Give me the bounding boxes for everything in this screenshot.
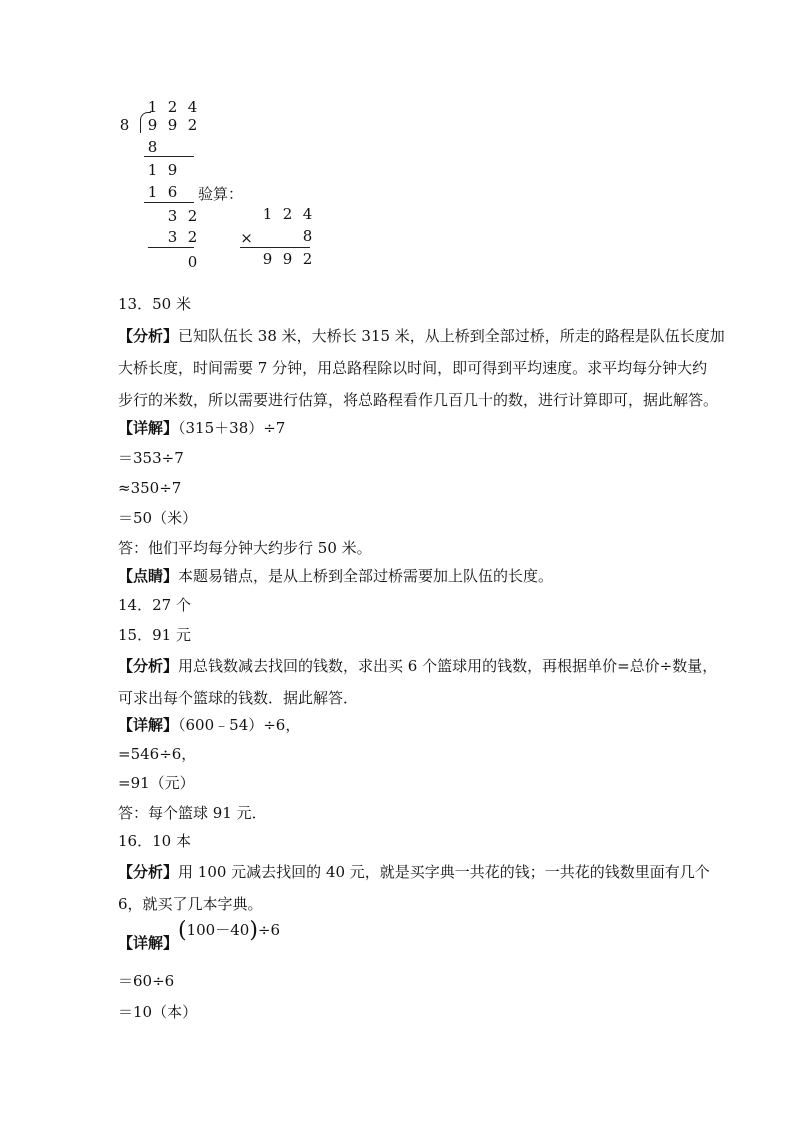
check-multiplier: 8 — [302, 227, 313, 245]
check-top-digit: 2 — [282, 205, 293, 223]
analysis-text: 用总钱数减去找回的钱数，求出买 6 个篮球用的钱数，再根据单价=总价÷数量， — [178, 657, 718, 675]
q13-detail-line: ＝353÷7 — [118, 449, 184, 467]
detail-tag: 【详解】 — [118, 934, 179, 952]
q15-detail-line: =546÷6， — [118, 745, 197, 763]
division-step-digit: 3 — [167, 207, 178, 225]
division-line — [144, 156, 194, 157]
q15-detail-line: =91（元） — [118, 774, 195, 792]
division-step-digit: 9 — [167, 161, 178, 179]
detail-text: （315＋38）÷7 — [178, 419, 286, 437]
check-result-digit: 9 — [262, 250, 273, 268]
divisor: 8 — [119, 116, 130, 134]
q13-detail-line: ≈350÷7 — [118, 479, 182, 497]
division-step-digit: 8 — [147, 138, 158, 156]
quotient-digit: 4 — [187, 98, 198, 116]
q16-detail-formula — [178, 918, 280, 943]
q13-detail-line — [118, 418, 285, 438]
division-step-digit: 1 — [147, 161, 158, 179]
q13-detail-line: ＝50（米） — [118, 509, 198, 527]
detail-text: （600﹣54）÷6， — [178, 716, 301, 734]
check-label: 验算： — [198, 185, 244, 203]
analysis-text: 用 100 元减去找回的 40 元，就是买字典一共花的钱；一共花的钱数里面有几个 — [178, 863, 710, 881]
formula-rest: ÷6 — [257, 921, 281, 939]
analysis-tag: 【分析】 — [118, 863, 179, 881]
analysis-tag: 【分析】 — [118, 327, 179, 345]
division-step-digit: 2 — [187, 228, 198, 246]
check-top-digit: 4 — [302, 205, 313, 223]
dividend-digit: 9 — [147, 116, 158, 134]
q15-detail-line — [118, 715, 300, 735]
check-result-digit: 9 — [282, 250, 293, 268]
close-paren: ) — [249, 918, 258, 943]
q15-answer: 答：每个篮球 91 元． — [118, 804, 267, 822]
q16-analysis-line: 6，就买了几本字典。 — [118, 895, 263, 913]
q13-analysis-line — [118, 326, 725, 346]
times-sign: × — [240, 229, 253, 247]
division-line — [148, 247, 194, 248]
q13-heading: 13．50 米 — [118, 295, 191, 313]
q14-heading: 14．27 个 — [118, 596, 191, 614]
q13-tip-line — [118, 566, 553, 586]
analysis-tag: 【分析】 — [118, 657, 179, 675]
quotient-digit: 1 — [147, 98, 158, 116]
formula-inner: 100－40 — [186, 921, 250, 939]
q16-detail-line — [118, 933, 178, 953]
q15-analysis-line: 可求出每个篮球的钱数．据此解答． — [118, 689, 359, 707]
q13-answer: 答：他们平均每分钟大约步行 50 米。 — [118, 539, 372, 557]
q15-heading: 15．91 元 — [118, 626, 191, 644]
detail-tag: 【详解】 — [118, 419, 179, 437]
dividend-digit: 2 — [187, 116, 198, 134]
quotient-digit: 2 — [167, 98, 178, 116]
detail-tag: 【详解】 — [118, 716, 179, 734]
open-paren: ( — [178, 918, 187, 943]
q16-analysis-line — [118, 862, 710, 882]
tip-text: 本题易错点，是从上桥到全部过桥需要加上队伍的长度。 — [178, 567, 554, 585]
division-step-digit: 3 — [167, 228, 178, 246]
tip-tag: 【点睛】 — [118, 567, 179, 585]
check-result-digit: 2 — [302, 250, 313, 268]
division-step-digit: 1 — [147, 183, 158, 201]
q13-analysis-line: 步行的米数，所以需要进行估算，将总路程看作几百几十的数，进行计算即可，据此解答。 — [118, 391, 719, 409]
q13-analysis-line: 大桥长度，时间需要 7 分钟，用总路程除以时间，即可得到平均速度。求平均每分钟大约 — [118, 359, 708, 377]
check-line — [240, 247, 310, 248]
division-line — [144, 202, 194, 203]
remainder-digit: 0 — [187, 253, 198, 271]
long-division — [0, 0, 800, 280]
q16-detail-line: ＝60÷6 — [118, 972, 175, 990]
division-step-digit: 2 — [187, 207, 198, 225]
division-step-digit: 6 — [167, 183, 178, 201]
q16-detail-line: ＝10（本） — [118, 1003, 198, 1021]
dividend-digit: 9 — [167, 116, 178, 134]
q16-heading: 16．10 本 — [118, 832, 191, 850]
analysis-text: 已知队伍长 38 米，大桥长 315 米，从上桥到全部过桥，所走的路程是队伍长度加 — [178, 327, 725, 345]
check-top-digit: 1 — [262, 205, 273, 223]
q15-analysis-line — [118, 656, 717, 676]
